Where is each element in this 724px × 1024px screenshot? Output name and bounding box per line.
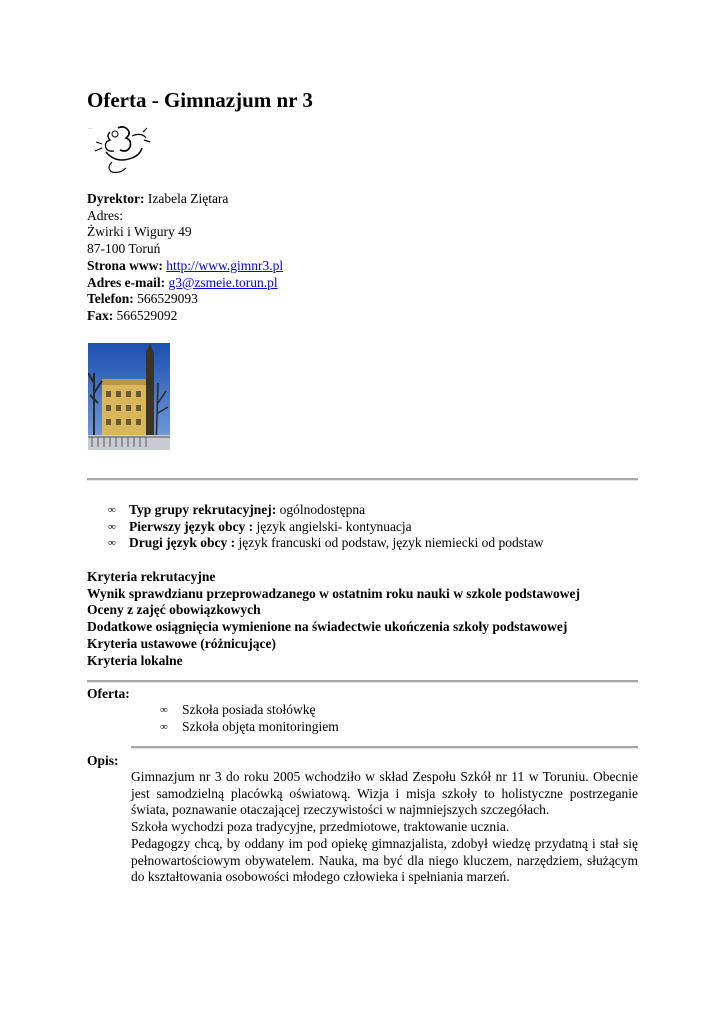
www-row: Strona www: http://www.gimnr3.pl [87,257,284,273]
address-city: 87-100 Toruń [87,241,161,257]
opis-paragraph: Pedagogzy chcą, by oddany im pod opiekę gimnazjalista, zdobył wiedzę przydatną i stał się pełnowartościowym obywatelem. Nauka, ma być dla niego kluczem, narzędziem, służącym do kształtowania osobowości młodego człowieka i spełniania marzeń. [131,835,638,885]
divider [87,478,638,481]
opis-text [131,769,638,886]
bullet-icon: ∞ [108,520,116,533]
criteria-item: Kryteria lokalne [87,652,183,668]
group-info-list [108,502,544,552]
email-link[interactable]: g3@zsmeie.torun.pl [168,274,278,290]
page-title: Oferta - Gimnazjum nr 3 [87,88,313,112]
bullet-icon: ∞ [108,504,116,516]
divider [87,680,638,683]
email-row: Adres e-mail: g3@zsmeie.torun.pl [87,274,278,290]
bullet-icon: ∞ [160,704,168,716]
opis-label: Opis: [87,753,119,768]
oferta-label: Oferta: [87,686,130,701]
director-row: Dyrektor: Izabela Ziętara [87,191,229,206]
list-item: ∞ Drugi język obcy : język francuski od podstaw, język niemiecki od podstaw [108,535,544,551]
criteria-item: Dodatkowe osiągnięcia wymienione na świadectwie ukończenia szkoły podstawowej [87,619,568,635]
criteria-block [87,569,580,669]
list-item: ∞ Szkoła objęta monitoringiem [160,718,339,734]
phone-row: Telefon: 566529093 [87,291,198,307]
list-item: ∞ Typ grupy rekrutacyjnej: ogólnodostępna [108,502,366,517]
www-link[interactable]: http://www.gimnr3.pl [166,257,284,273]
criteria-item: Oceny z zajęć obowiązkowych [87,602,261,618]
school-logo-icon [88,122,158,178]
bullet-icon: ∞ [160,720,168,733]
list-item: ∞ Pierwszy język obcy : język angielski- kontynuacja [108,518,412,534]
opis-paragraph: Gimnazjum nr 3 do roku 2005 wchodziło w skład Zespołu Szkół nr 11 w Toruniu. Obecnie jest samodzielną placówką oświatową. Wizja i misja szkoły to holistyczne postrzeganie świata, poznawanie otaczającej rzeczywistości w najmniejszych szczegółach. [131,769,638,818]
contact-block [87,191,283,325]
address-label: Adres: [87,207,123,223]
opis-paragraph: Szkoła wychodzi poza tradycyjne, przedmiotowe, traktowanie ucznia. [131,819,510,835]
criteria-item: Wynik sprawdzianu przeprowadzanego w ostatnim roku nauki w szkole podstawowej [87,585,580,601]
fax-row: Fax: 566529092 [87,307,178,323]
list-item: ∞ Szkoła posiada stołówkę [160,702,316,717]
school-building-photo [88,343,170,450]
criteria-heading: Kryteria rekrutacyjne [87,569,216,584]
divider [131,746,638,749]
oferta-list [160,702,339,735]
address-street: Żwirki i Wigury 49 [87,224,192,240]
bullet-icon: ∞ [108,537,116,550]
svg-text:...: ... [88,125,93,131]
criteria-item: Kryteria ustawowe (różnicujące) [87,635,276,651]
